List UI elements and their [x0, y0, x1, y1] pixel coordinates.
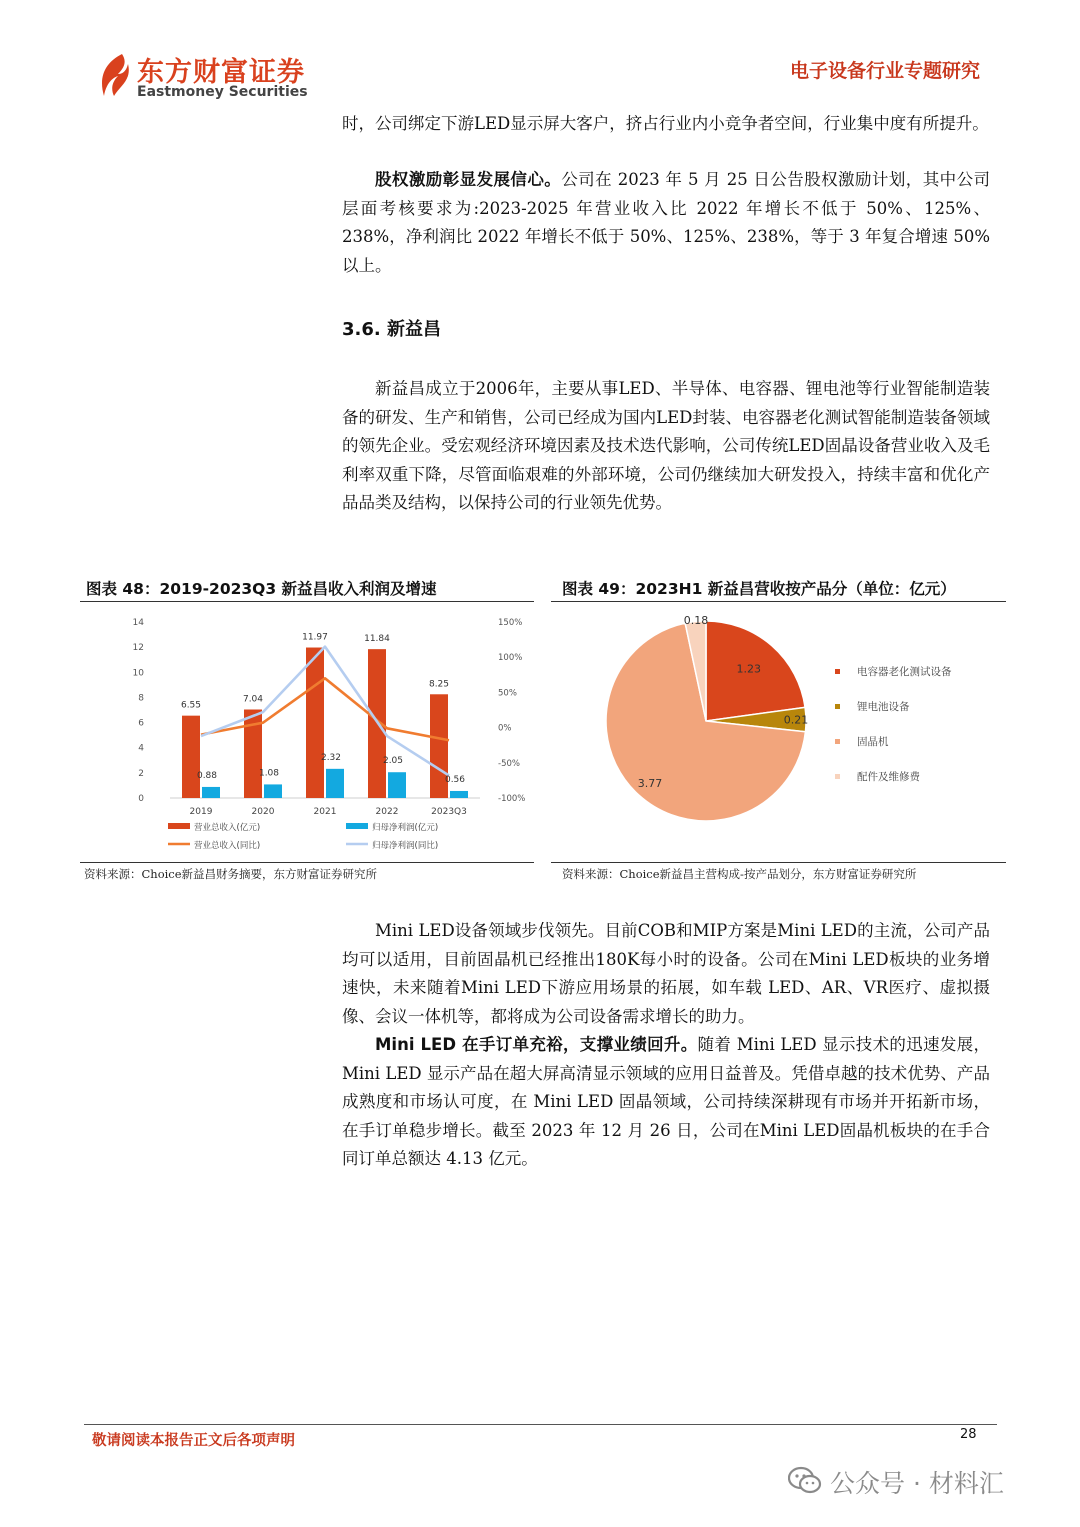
- legend-swatch: [835, 774, 840, 779]
- legend-swatch: [835, 704, 840, 709]
- figure-49-title: 图表 49：2023H1 新益昌营收按产品分（单位：亿元）: [562, 580, 956, 598]
- figure-48-chart: [80, 604, 534, 860]
- bar-profit: [388, 772, 406, 798]
- y-left-tick-label: 14: [132, 618, 144, 628]
- x-tick-label: 2022: [375, 807, 399, 817]
- bar-label-profit: 0.88: [196, 770, 218, 781]
- figure-48-bottom-rule: [80, 862, 534, 863]
- figure-49-bottom-rule: [551, 862, 1006, 863]
- legend-label: 固晶机: [857, 736, 889, 748]
- y-right-tick-label: 150%: [498, 618, 523, 628]
- bar-label-profit: 2.05: [382, 756, 404, 767]
- footer-rule: [84, 1424, 997, 1425]
- legend-label: 归母净利润(亿元): [372, 823, 439, 833]
- line-revenue-yoy: [201, 678, 449, 740]
- footer-disclaimer: 敬请阅读本报告正文后各项声明: [92, 1433, 295, 1449]
- legend-label: 营业总收入(同比): [194, 841, 261, 851]
- paragraph-1: 时，公司绑定下游LED显示屏大客户，挤占行业内小竞争者空间，行业集中度有所提升。: [342, 114, 989, 133]
- x-tick-label: 2023Q3: [431, 807, 467, 817]
- bar-profit: [202, 787, 220, 798]
- y-right-tick-label: 100%: [498, 653, 523, 664]
- watermark: 公众号 · 材料汇: [830, 1469, 1004, 1498]
- paragraph-2-lead: 股权激励彰显发展信心。: [375, 170, 562, 189]
- bar-label-profit: 0.56: [444, 774, 466, 785]
- report-title: 电子设备行业专题研究: [789, 60, 980, 82]
- page-number: 28: [960, 1427, 977, 1442]
- bar-label-revenue: 11.97: [302, 632, 328, 643]
- y-left-tick-label: 12: [132, 643, 144, 654]
- figure-49-chart: [551, 604, 1006, 860]
- y-right-tick-label: -50%: [498, 758, 520, 769]
- bar-revenue: [306, 648, 324, 798]
- legend-swatch: [168, 823, 190, 829]
- x-tick-label: 2021: [313, 807, 337, 817]
- bar-revenue: [182, 716, 200, 798]
- y-right-tick-label: -100%: [498, 794, 526, 804]
- figure-48-source: 资料来源：Choice新益昌财务摘要，东方财富证券研究所: [84, 867, 378, 881]
- legend-swatch: [835, 739, 840, 744]
- wechat-icon: [788, 1465, 822, 1495]
- x-tick-label: 2020: [251, 807, 275, 817]
- legend-label: 电容器老化测试设备: [857, 666, 952, 678]
- pie-value-label: 0.18: [683, 614, 709, 627]
- bar-label-profit: 2.32: [320, 752, 342, 763]
- bar-label-revenue: 8.25: [428, 679, 450, 690]
- paragraph-2-text: 公司在 2023 年 5 月 25 日公告股权激励计划，其中公司层面考核要求为:2023-2025 年营业收入比 2022 年增长不低于 50%、125%、238%，净利润比 2022 年增长不低于 50%、125%、238%，等于 3 年复合增速 50%以上。: [342, 170, 990, 275]
- legend-label: 配件及维修费: [857, 771, 920, 783]
- bar-label-profit: 1.08: [258, 768, 280, 779]
- paragraph-5-text: 随着 Mini LED 显示技术的迅速发展，Mini LED 显示产品在超大屏高清显示领域的应用日益普及。凭借卓越的技术优势、产品成熟度和市场认可度，在 Mini LED 固晶领域，公司持续深耕现有市场并开拓新市场，在手订单稳步增长。截至 2023 年 12 月 26 日，公司在Mini LED固晶机板块的在手合同订单总额达 4.13 亿元。: [342, 1035, 990, 1168]
- logo-text: 东方财富证券: [137, 57, 305, 88]
- figure-48-title: 图表 48：2019-2023Q3 新益昌收入利润及增速: [86, 580, 437, 598]
- legend-label: 锂电池设备: [857, 701, 910, 713]
- bar-profit: [264, 784, 282, 798]
- logo-icon: [92, 50, 134, 100]
- paragraph-3: 新益昌成立于2006年，主要从事LED、半导体、电容器、锂电池等行业智能制造装备的研发、生产和销售，公司已经成为国内LED封装、电容器老化测试智能制造装备领域的领先企业。受宏观经济环境因素及技术迭代影响，公司传统LED固晶设备营业收入及毛利率双重下降，尽管面临艰难的外部环境，公司仍继续加大研发投入，持续丰富和优化产品品类及结构，以保持公司的行业领先优势。: [342, 379, 990, 512]
- paragraph-5-lead: Mini LED 在手订单充裕，支撑业绩回升。: [375, 1035, 698, 1054]
- bar-label-revenue: 7.04: [242, 694, 264, 705]
- bar-label-revenue: 11.84: [364, 634, 390, 645]
- legend-swatch: [835, 669, 840, 674]
- pie-value-label: 3.77: [637, 777, 663, 790]
- section-title: 3.6. 新益昌: [342, 319, 441, 340]
- logo-subtitle: Eastmoney Securities: [137, 84, 308, 100]
- paragraph-5: [342, 1031, 990, 1174]
- y-left-tick-label: 2: [138, 768, 144, 779]
- legend-label: 营业总收入(亿元): [194, 823, 261, 833]
- figure-49-top-rule: [551, 601, 1006, 602]
- y-left-tick-label: 10: [132, 668, 144, 679]
- paragraph-4: Mini LED设备领域步伐领先。目前COB和MIP方案是Mini LED的主流，公司产品均可以适用，目前固晶机已经推出180K每小时的设备。公司在Mini LED板块的业务增速快，未来随着Mini LED下游应用场景的拓展，如车载 LED、AR、VR医疗、虚拟摄像、会议一体机等，都将成为公司设备需求增长的助力。: [342, 921, 990, 1026]
- bar-label-revenue: 6.55: [180, 700, 202, 711]
- y-left-tick-label: 8: [138, 693, 144, 704]
- legend-label: 归母净利润(同比): [372, 841, 439, 851]
- bar-profit: [450, 791, 468, 798]
- y-left-tick-label: 0: [138, 794, 144, 804]
- x-tick-label: 2019: [189, 807, 213, 817]
- figure-48-top-rule: [80, 601, 534, 602]
- y-left-tick-label: 4: [138, 743, 144, 754]
- y-left-tick-label: 6: [138, 718, 144, 729]
- bar-profit: [326, 769, 344, 798]
- y-right-tick-label: 0%: [498, 723, 512, 734]
- paragraph-2: [342, 166, 990, 280]
- pie-value-label: 1.23: [736, 662, 761, 676]
- figure-49-source: 资料来源：Choice新益昌主营构成-按产品划分，东方财富证券研究所: [562, 867, 917, 881]
- y-right-tick-label: 50%: [498, 688, 517, 699]
- pie-value-label: 0.21: [783, 713, 809, 727]
- legend-swatch: [346, 823, 368, 829]
